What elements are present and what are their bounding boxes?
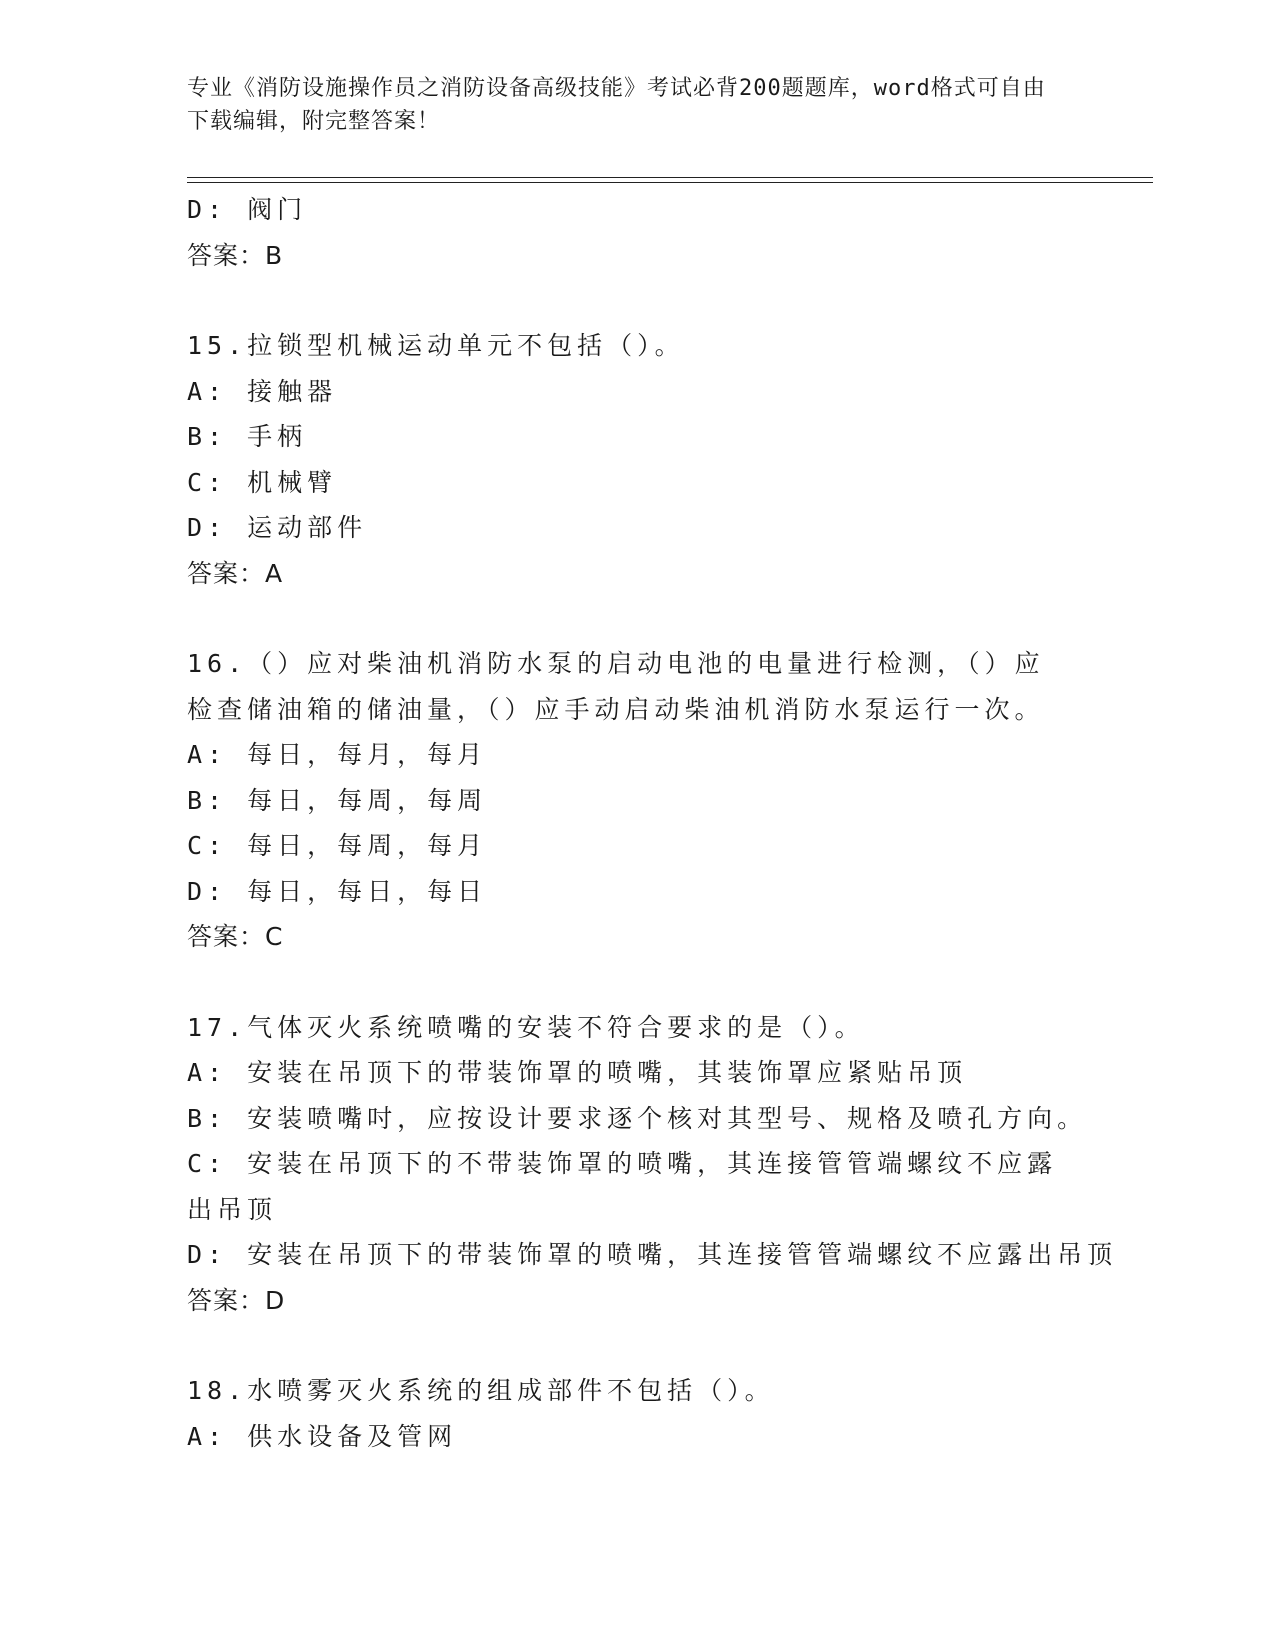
option-a: A: 安装在吊顶下的带装饰罩的喷嘴，其装饰罩应紧贴吊顶: [187, 1058, 968, 1087]
option-a: A: 每日，每月，每月: [187, 740, 488, 769]
answer-line: 答案：B: [187, 240, 284, 270]
prev-question-tail: [187, 187, 1087, 278]
option-d: D: 安装在吊顶下的带装饰罩的喷嘴，其连接管管端螺纹不应露出吊顶: [187, 1240, 1118, 1269]
question-17: [187, 1005, 1118, 1324]
option-d: D: 每日，每日，每日: [187, 876, 488, 906]
question-stem: 15.拉锁型机械运动单元不包括（）。: [187, 331, 685, 360]
option-d: D: 运动部件: [187, 513, 368, 542]
option-b: B: 每日，每周，每周: [187, 785, 488, 815]
header-divider-top: [187, 177, 1153, 178]
option-d: D: 阀门: [187, 195, 308, 224]
question-18: [187, 1368, 1087, 1459]
option-c: C: 机械臂: [187, 467, 338, 497]
question-stem: 16.（）应对柴油机消防水泵的启动电池的电量进行检测，（）应检查储油箱的储油量，（）应手动启动柴油机消防水泵运行一次。: [187, 649, 1045, 724]
header-divider-bottom: [187, 182, 1153, 183]
option-a: A: 供水设备及管网: [187, 1421, 458, 1451]
answer-line: 答案：D: [187, 1285, 286, 1315]
option-c: C: 安装在吊顶下的不带装饰罩的喷嘴，其连接管管端螺纹不应露出吊顶: [187, 1149, 1058, 1224]
question-15: [187, 323, 1087, 596]
option-c: C: 每日，每周，每月: [187, 831, 488, 860]
option-a: A: 接触器: [187, 376, 338, 406]
option-b: B: 手柄: [187, 422, 308, 451]
answer-line: 答案：A: [187, 558, 284, 588]
option-b: B: 安装喷嘴吋，应按设计要求逐个核对其型号、规格及喷孔方向。: [187, 1103, 1088, 1133]
question-stem: 17.气体灭火系统喷嘴的安装不符合要求的是（）。: [187, 1012, 865, 1042]
question-list: [187, 187, 1118, 1459]
document-header: 专业《消防设施操作员之消防设备高级技能》考试必背200题题库，word格式可自由下载编辑，附完整答案！: [187, 76, 1046, 134]
question-stem: 18.水喷雾灭火系统的组成部件不包括（）。: [187, 1376, 775, 1405]
answer-line: 答案：C: [187, 922, 284, 951]
question-16: [187, 641, 1087, 960]
